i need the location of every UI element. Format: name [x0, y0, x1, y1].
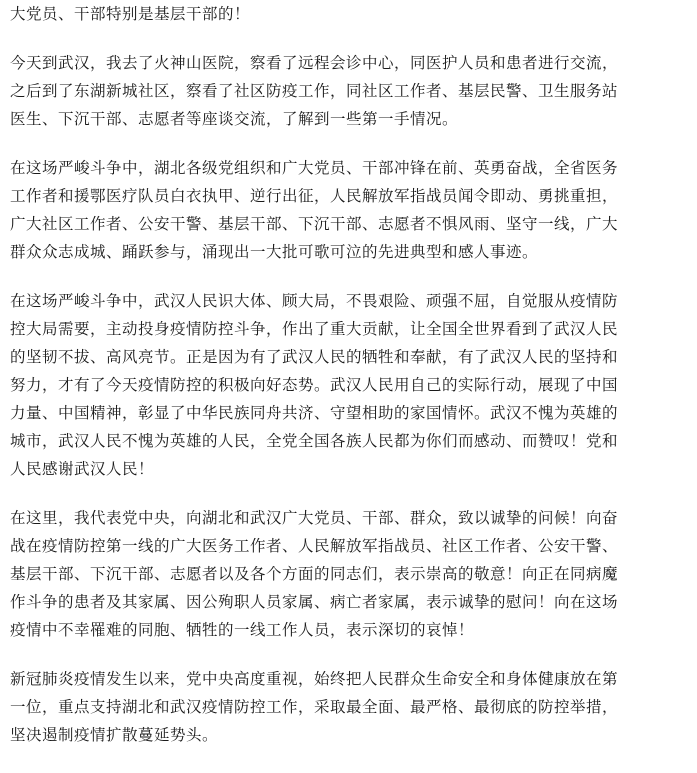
paragraph-gap — [10, 644, 694, 665]
text-line: 群众众志成城、踊跃参与，涌现出一大批可歌可泣的先进典型和感人事迹。 — [10, 243, 539, 261]
text-line: 城市，武汉人民不愧为英雄的人民，全党全国各族人民都为你们而感动、而赞叹！党和 — [10, 432, 619, 450]
text-line: 作斗争的患者及其家属、因公殉职人员家属、病亡者家属，表示诚挚的慰问！向在这场 — [10, 593, 619, 611]
text-line: 力量、中国精神，彰显了中华民族同舟共济、守望相助的家国情怀。武汉不愧为英雄的 — [10, 404, 619, 422]
paragraph-2 — [10, 49, 694, 133]
text-line: 工作者和援鄂医疗队员白衣执甲、逆行出征，人民解放军指战员闻令即动、勇挑重担， — [10, 187, 619, 205]
paragraph-gap — [10, 266, 694, 287]
paragraph-3 — [10, 154, 694, 266]
paragraph-gap — [10, 133, 694, 154]
text-line: 医生、下沉干部、志愿者等座谈交流，了解到一些第一手情况。 — [10, 110, 459, 128]
paragraph-6 — [10, 665, 694, 749]
text-line: 人民感谢武汉人民！ — [10, 460, 155, 478]
text-line: 广大社区工作者、公安干警、基层干部、下沉干部、志愿者不惧风雨、坚守一线，广大 — [10, 215, 619, 233]
text-line: 在这场严峻斗争中，武汉人民识大体、顾大局，不畏艰险、顽强不屈，自觉服从疫情防 — [10, 292, 619, 310]
text-line: 努力，才有了今天疫情防控的积极向好态势。武汉人民用自己的实际行动，展现了中国 — [10, 376, 619, 394]
text-line: 在这场严峻斗争中，湖北各级党组织和广大党员、干部冲锋在前、英勇奋战，全省医务 — [10, 159, 619, 177]
text-line: 疫情中不幸罹难的同胞、牺牲的一线工作人员，表示深切的哀悼！ — [10, 621, 475, 639]
paragraph-gap — [10, 483, 694, 504]
text-line: 战在疫情防控第一线的广大医务工作者、人民解放军指战员、社区工作者、公安干警、 — [10, 537, 619, 555]
text-line: 今天到武汉，我去了火神山医院，察看了远程会诊中心，同医护人员和患者进行交流， — [10, 54, 619, 72]
text-line: 大党员、干部特别是基层干部的！ — [10, 5, 251, 23]
text-line: 在这里，我代表党中央，向湖北和武汉广大党员、干部、群众，致以诚挚的问候！向奋 — [10, 509, 619, 527]
text-line: 坚决遏制疫情扩散蔓延势头。 — [10, 726, 219, 744]
text-line: 基层干部、下沉干部、志愿者以及各个方面的同志们，表示崇高的敬意！向正在同病魔 — [10, 565, 619, 583]
paragraph-4 — [10, 287, 694, 483]
text-line: 的坚韧不拔、高风亮节。正是因为有了武汉人民的牺牲和奉献，有了武汉人民的坚持和 — [10, 348, 619, 366]
paragraph-gap — [10, 28, 694, 49]
text-line: 一位，重点支持湖北和武汉疫情防控工作，采取最全面、最严格、最彻底的防控举措， — [10, 698, 619, 716]
paragraph-5 — [10, 504, 694, 644]
text-line: 控大局需要，主动投身疫情防控斗争，作出了重大贡献，让全国全世界看到了武汉人民 — [10, 320, 619, 338]
article-body — [10, 0, 694, 749]
text-line: 之后到了东湖新城社区，察看了社区防疫工作，同社区工作者、基层民警、卫生服务站 — [10, 82, 619, 100]
paragraph-1 — [10, 0, 694, 28]
text-line: 新冠肺炎疫情发生以来，党中央高度重视，始终把人民群众生命安全和身体健康放在第 — [10, 670, 619, 688]
